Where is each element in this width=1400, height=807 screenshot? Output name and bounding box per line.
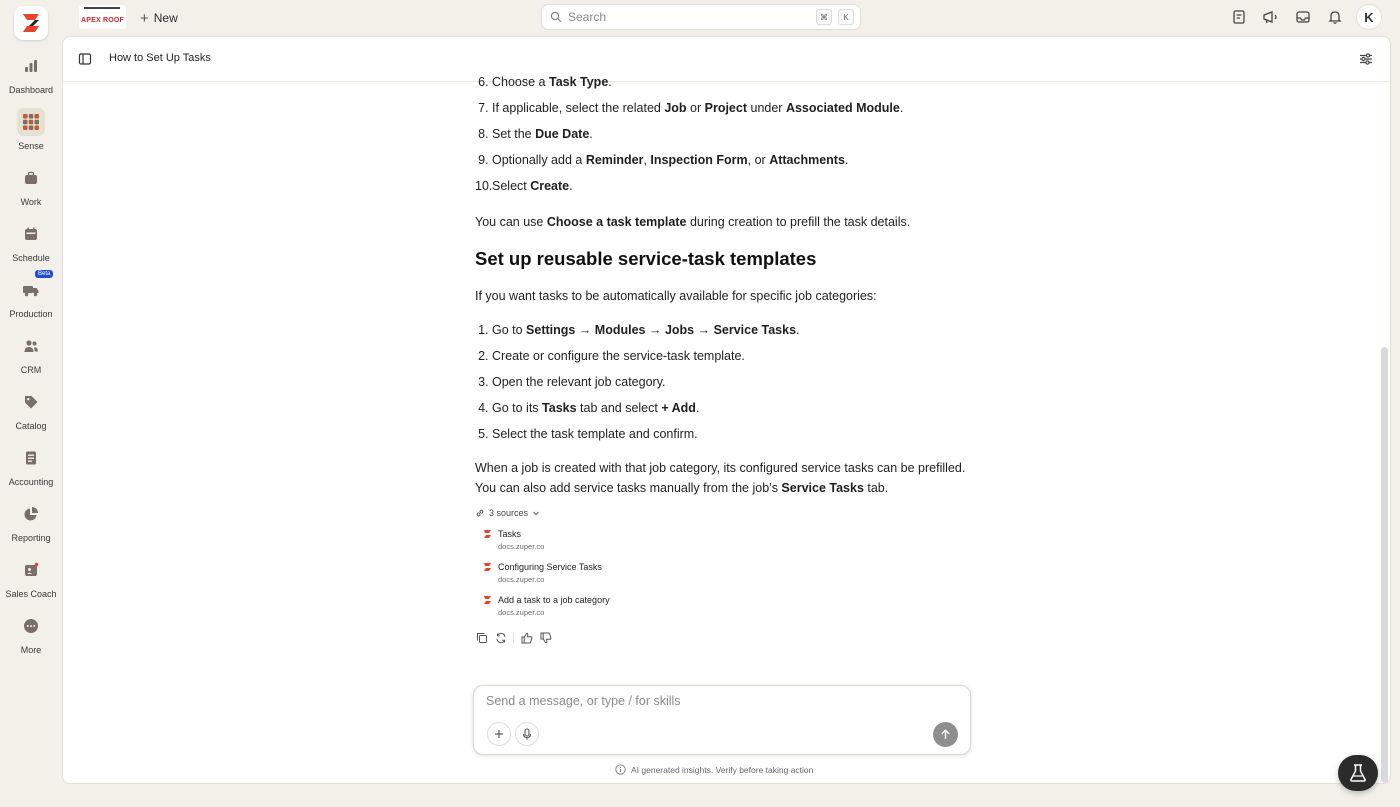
brand-logo[interactable]: APEX ROOF (79, 5, 126, 29)
message-composer (473, 685, 971, 755)
zuper-logo-icon (483, 530, 492, 538)
sidebar-item-more[interactable]: More (0, 612, 62, 664)
plus-icon: + (140, 9, 149, 27)
tag-icon (17, 388, 45, 416)
avatar[interactable]: K (1356, 4, 1382, 30)
inbox-icon[interactable] (1292, 6, 1314, 28)
add-attachment-button[interactable] (487, 722, 511, 746)
list-item: 1. Go to Settings → Modules → Jobs → Service Tasks. (478, 323, 800, 337)
plus-icon (494, 729, 504, 739)
users-icon (17, 332, 45, 360)
sources-toggle[interactable]: 3 sources (475, 508, 775, 519)
bar-chart-icon (17, 52, 45, 80)
sidebar-item-catalog[interactable]: Catalog (0, 388, 62, 440)
zuper-logo-icon (483, 563, 492, 571)
top-bar (0, 0, 1400, 36)
main-panel (62, 36, 1391, 784)
list-item: 5. Select the task template and confirm. (478, 427, 698, 441)
flask-icon (1349, 763, 1367, 783)
arrow-up-icon (940, 729, 951, 740)
sliders-icon[interactable] (1358, 51, 1374, 67)
bell-icon[interactable] (1324, 6, 1346, 28)
thumbs-up-icon[interactable] (520, 631, 533, 644)
list-item: 9. Optionally add a Reminder, Inspection Form, or Attachments. (478, 153, 849, 167)
sidebar-toggle-icon[interactable] (77, 51, 93, 67)
regenerate-icon[interactable] (494, 631, 507, 644)
more-icon (17, 612, 45, 640)
list-item: 2. Create or configure the service-task template. (478, 349, 745, 363)
sidebar-item-accounting[interactable]: Accounting (0, 444, 62, 496)
megaphone-icon[interactable] (1260, 6, 1282, 28)
truck-icon (17, 276, 45, 304)
sidebar-item-production[interactable]: Beta Production (9, 271, 53, 319)
sidebar-item-sense[interactable]: Sense (0, 108, 62, 160)
closing-paragraph-2: You can also add service tasks manually from the job’s Service Tasks tab. (475, 481, 889, 495)
info-icon (615, 764, 626, 775)
list-item: 10. Select Create. (475, 179, 573, 193)
section-heading: Set up reusable service-task templates (475, 248, 817, 269)
labs-button[interactable] (1338, 755, 1378, 791)
sidebar-item-reporting[interactable]: Reporting (0, 500, 62, 552)
shortcut-key-k: K (838, 9, 854, 25)
shortcut-key-cmd: ⌘ (816, 9, 832, 25)
zuper-logo-icon (483, 596, 492, 604)
calendar-icon (17, 220, 45, 248)
page-title: How to Set Up Tasks (109, 52, 211, 64)
sidebar-item-schedule[interactable]: Schedule (0, 220, 62, 272)
app-logo-icon[interactable] (14, 6, 48, 40)
coach-icon (17, 556, 45, 584)
sidebar-item-work[interactable]: Work (0, 164, 62, 216)
voice-input-button[interactable] (515, 722, 539, 746)
source-item[interactable]: Add a task to a job category docs.zuper.co (483, 595, 610, 617)
sidebar-item-crm[interactable]: CRM (0, 332, 62, 384)
list-item: 8. Set the Due Date. (478, 127, 593, 141)
message-input[interactable] (486, 694, 946, 714)
section-intro: If you want tasks to be automatically available for specific job categories: (475, 289, 877, 303)
copy-icon[interactable] (475, 631, 488, 644)
send-button[interactable] (933, 722, 958, 747)
message-actions (475, 631, 552, 644)
divider (513, 633, 514, 643)
clipboard-icon[interactable] (1228, 6, 1250, 28)
chevron-down-icon (532, 509, 540, 517)
list-item: 3. Open the relevant job category. (478, 375, 666, 389)
ledger-icon (17, 444, 45, 472)
source-item[interactable]: Tasks docs.zuper.co (483, 529, 544, 551)
pie-chart-icon (17, 500, 45, 528)
search-bar[interactable] (541, 4, 861, 30)
grid-icon (17, 108, 45, 136)
list-item: 4. Go to its Tasks tab and select + Add. (478, 401, 700, 415)
source-item[interactable]: Configuring Service Tasks docs.zuper.co (483, 562, 602, 584)
ai-disclaimer: AI generated insights. Verify before taking action (615, 764, 813, 775)
sources-section (475, 508, 775, 617)
template-note: You can use Choose a task template during creation to prefill the task details. (475, 215, 911, 229)
new-button[interactable]: + New (140, 9, 178, 27)
panel-header (63, 37, 1390, 82)
microphone-icon (522, 728, 532, 740)
briefcase-icon (17, 164, 45, 192)
list-item: 7. If applicable, select the related Job or Project under Associated Module. (478, 101, 904, 115)
sidebar-item-sales-coach[interactable]: Sales Coach (0, 556, 62, 608)
closing-paragraph-1: When a job is created with that job category, its configured service tasks can be prefilled. (475, 461, 966, 475)
link-icon (475, 508, 485, 518)
search-icon (550, 11, 562, 23)
thumbs-down-icon[interactable] (539, 631, 552, 644)
list-item: 6. Choose a Task Type. (478, 75, 612, 89)
beta-badge: Beta (35, 270, 53, 278)
sidebar-item-dashboard[interactable]: Dashboard (0, 52, 62, 104)
search-input[interactable] (568, 10, 810, 24)
scrollbar[interactable] (1381, 347, 1388, 783)
